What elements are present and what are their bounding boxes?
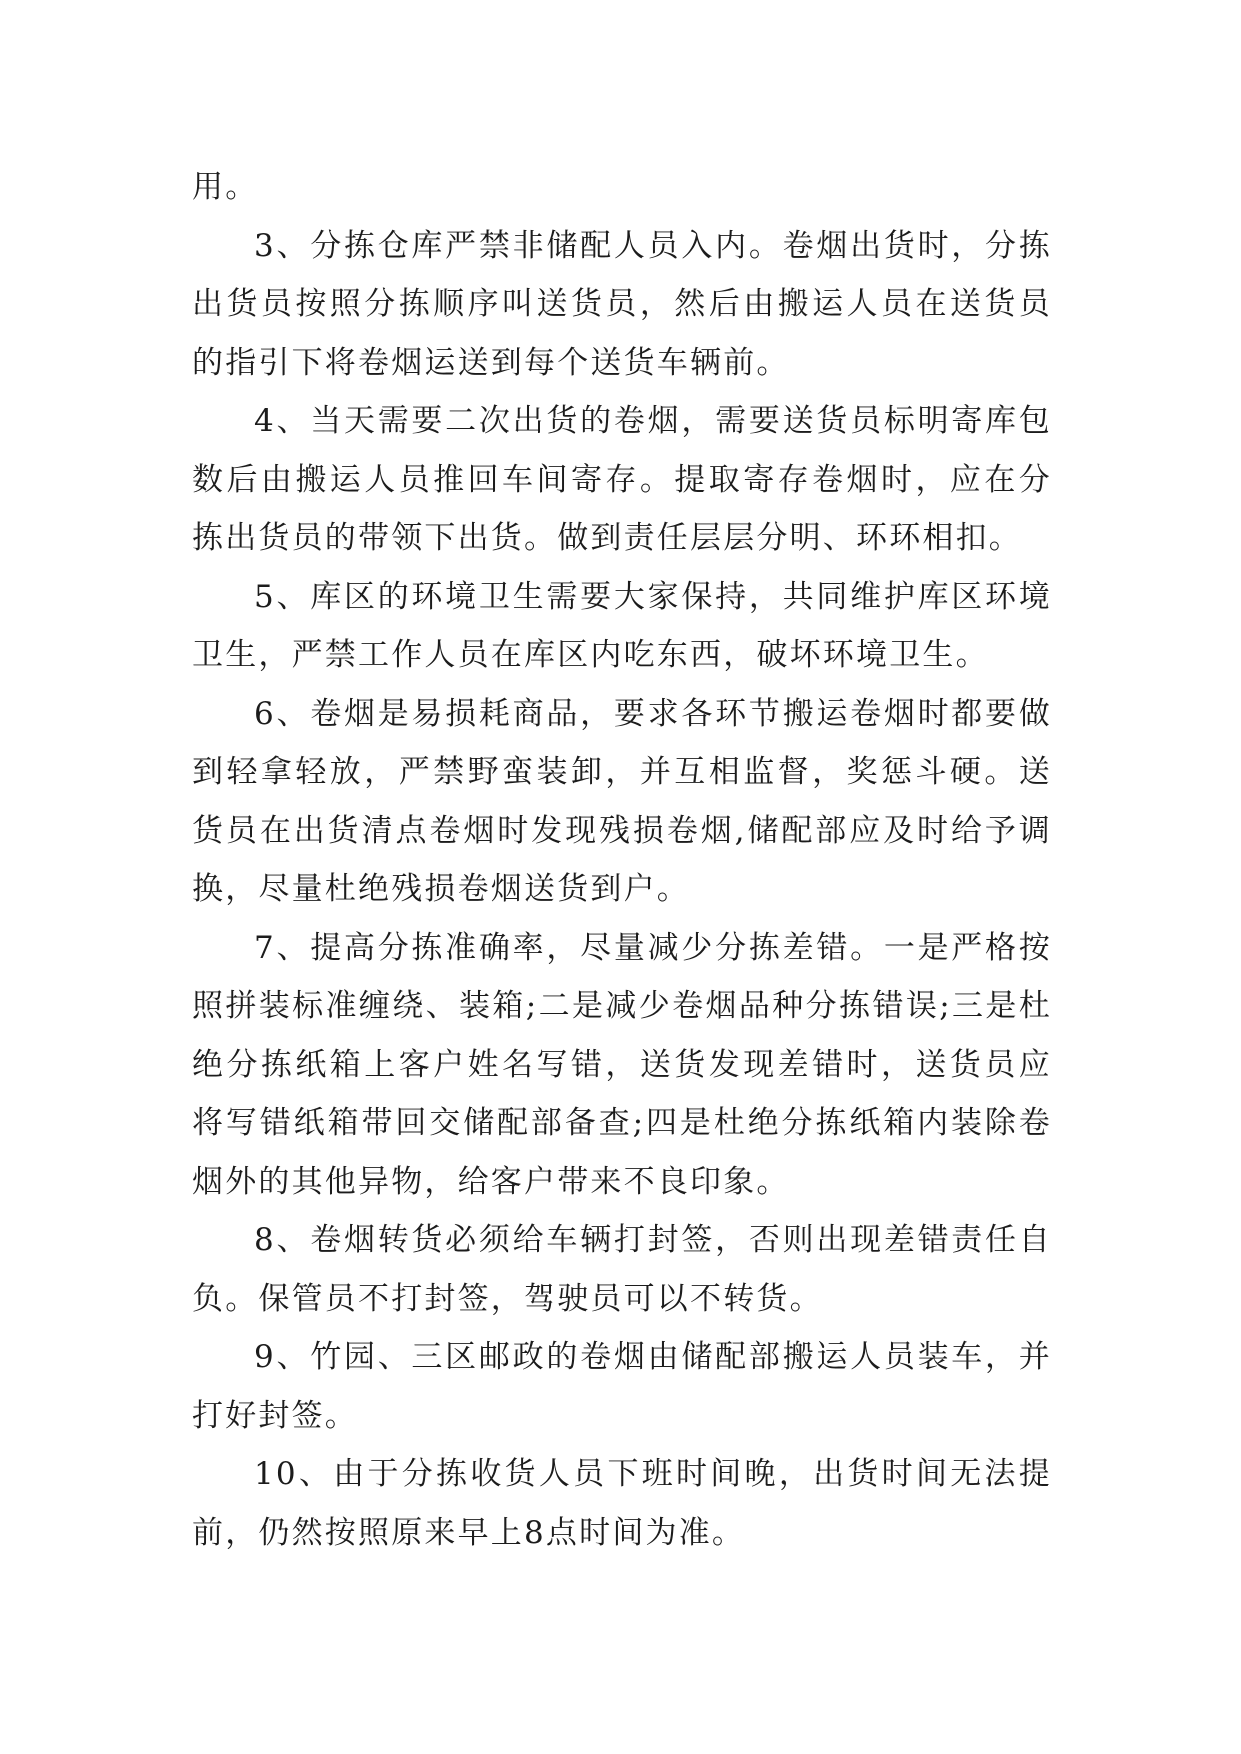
paragraph-item-9: 9、竹园、三区邮政的卷烟由储配部搬运人员装车，并打好封签。 <box>192 1339 1052 1434</box>
paragraph-item-5: 5、库区的环境卫生需要大家保持，共同维护库区环境卫生，严禁工作人员在库区内吃东西，破坏环境卫生。 <box>192 578 1052 673</box>
paragraph-item-8: 8、卷烟转货必须给车辆打封签，否则出现差错责任自负。保管员不打封签，驾驶员可以不转货。 <box>192 1222 1052 1317</box>
document-body <box>192 158 1052 1562</box>
paragraph-item-6: 6、卷烟是易损耗商品，要求各环节搬运卷烟时都要做到轻拿轻放，严禁野蛮装卸，并互相监督，奖惩斗硬。送货员在出货清点卷烟时发现残损卷烟,储配部应及时给予调换，尽量杜绝残损卷烟送货到户。 <box>192 695 1052 907</box>
paragraph-item-4: 4、当天需要二次出货的卷烟，需要送货员标明寄库包数后由搬运人员推回车间寄存。提取寄存卷烟时，应在分拣出货员的带领下出货。做到责任层层分明、环环相扣。 <box>192 403 1052 556</box>
paragraph-item-7: 7、提高分拣准确率，尽量减少分拣差错。一是严格按照拼装标准缠绕、装箱;二是减少卷烟品种分拣错误;三是杜绝分拣纸箱上客户姓名写错，送货发现差错时，送货员应将写错纸箱带回交储配部备查;四是杜绝分拣纸箱内装除卷烟外的其他异物，给客户带来不良印象。 <box>192 929 1052 1200</box>
paragraph-item-3: 3、分拣仓库严禁非储配人员入内。卷烟出货时，分拣出货员按照分拣顺序叫送货员，然后由搬运人员在送货员的指引下将卷烟运送到每个送货车辆前。 <box>192 227 1052 381</box>
paragraph-item-10: 10、由于分拣收货人员下班时间晚，出货时间无法提前，仍然按照原来早上8点时间为准。 <box>192 1456 1052 1551</box>
paragraph-continuation: 用。 <box>192 169 259 205</box>
